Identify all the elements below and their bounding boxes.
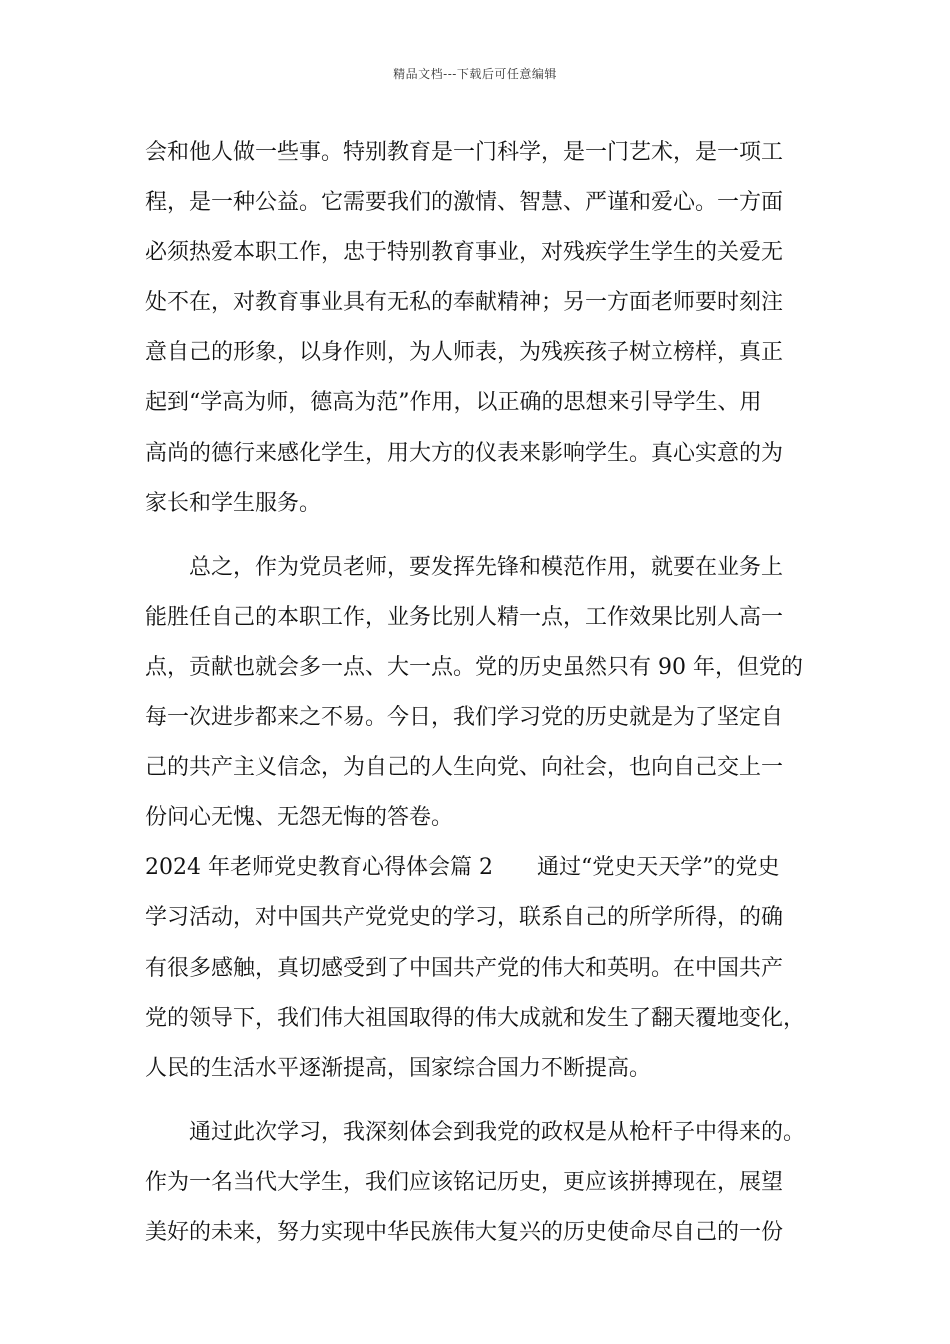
- paragraph-1: [145, 133, 813, 534]
- text-line: 有很多感触，真切感受到了中国共产党的伟大和英明。在中国共产: [145, 955, 784, 981]
- text-line: 总之，作为党员老师，要发挥先锋和模范作用，就要在业务上: [189, 554, 784, 580]
- text-line: 学习活动，对中国共产党党史的学习，联系自己的所学所得，的确: [145, 905, 784, 931]
- paragraph-2: [145, 548, 813, 849]
- section-heading-line: 2024 年老师党史教育心得体会篇 2 通过“党史天天学”的党史: [145, 855, 780, 881]
- text-line: 程，是一种公益。它需要我们的激情、智慧、严谨和爱心。一方面: [145, 190, 784, 216]
- text-line: 点，贡献也就会多一点、大一点。党的历史虽然只有 90 年，但党的: [145, 654, 803, 680]
- document-body: [145, 133, 813, 1263]
- text-line: 每一次进步都来之不易。今日，我们学习党的历史就是为了坚定自: [145, 705, 784, 731]
- paragraph-3: [145, 848, 813, 1098]
- text-line: 家长和学生服务。: [145, 490, 322, 516]
- text-line: 会和他人做一些事。特别教育是一门科学，是一门艺术，是一项工: [145, 140, 784, 165]
- text-line: 必须热爱本职工作，忠于特别教育事业，对残疾学生学生的关爱无: [145, 240, 784, 266]
- text-line: 人民的生活水平逐渐提高，国家综合国力不断提高。: [145, 1055, 652, 1081]
- page-header: 精品文档---下载后可任意编辑: [393, 67, 557, 81]
- text-line: 通过此次学习，我深刻体会到我党的政权是从枪杆子中得来的。: [189, 1119, 806, 1145]
- text-line: 份问心无愧、无怨无悔的答卷。: [145, 805, 454, 831]
- text-line: 作为一名当代大学生，我们应该铭记历史，更应该拼搏现在，展望: [145, 1169, 784, 1195]
- paragraph-4: [145, 1113, 813, 1263]
- text-line: 处不在，对教育事业具有无私的奉献精神；另一方面老师要时刻注: [145, 290, 784, 316]
- text-line: 起到“学高为师，德高为范”作用，以正确的思想来引导学生、用: [145, 390, 762, 416]
- text-line: 党的领导下，我们伟大祖国取得的伟大成就和发生了翻天覆地变化，: [145, 1005, 806, 1031]
- text-line: 能胜任自己的本职工作，业务比别人精一点，工作效果比别人高一: [145, 604, 784, 630]
- text-line: 己的共产主义信念，为自己的人生向党、向社会，也向自己交上一: [145, 755, 784, 781]
- text-line: 高尚的德行来感化学生，用大方的仪表来影响学生。真心实意的为: [145, 440, 784, 466]
- text-line: 美好的未来，努力实现中华民族伟大复兴的历史使命尽自己的一份: [145, 1219, 784, 1245]
- text-line: 意自己的形象，以身作则，为人师表，为残疾孩子树立榜样，真正: [145, 340, 784, 366]
